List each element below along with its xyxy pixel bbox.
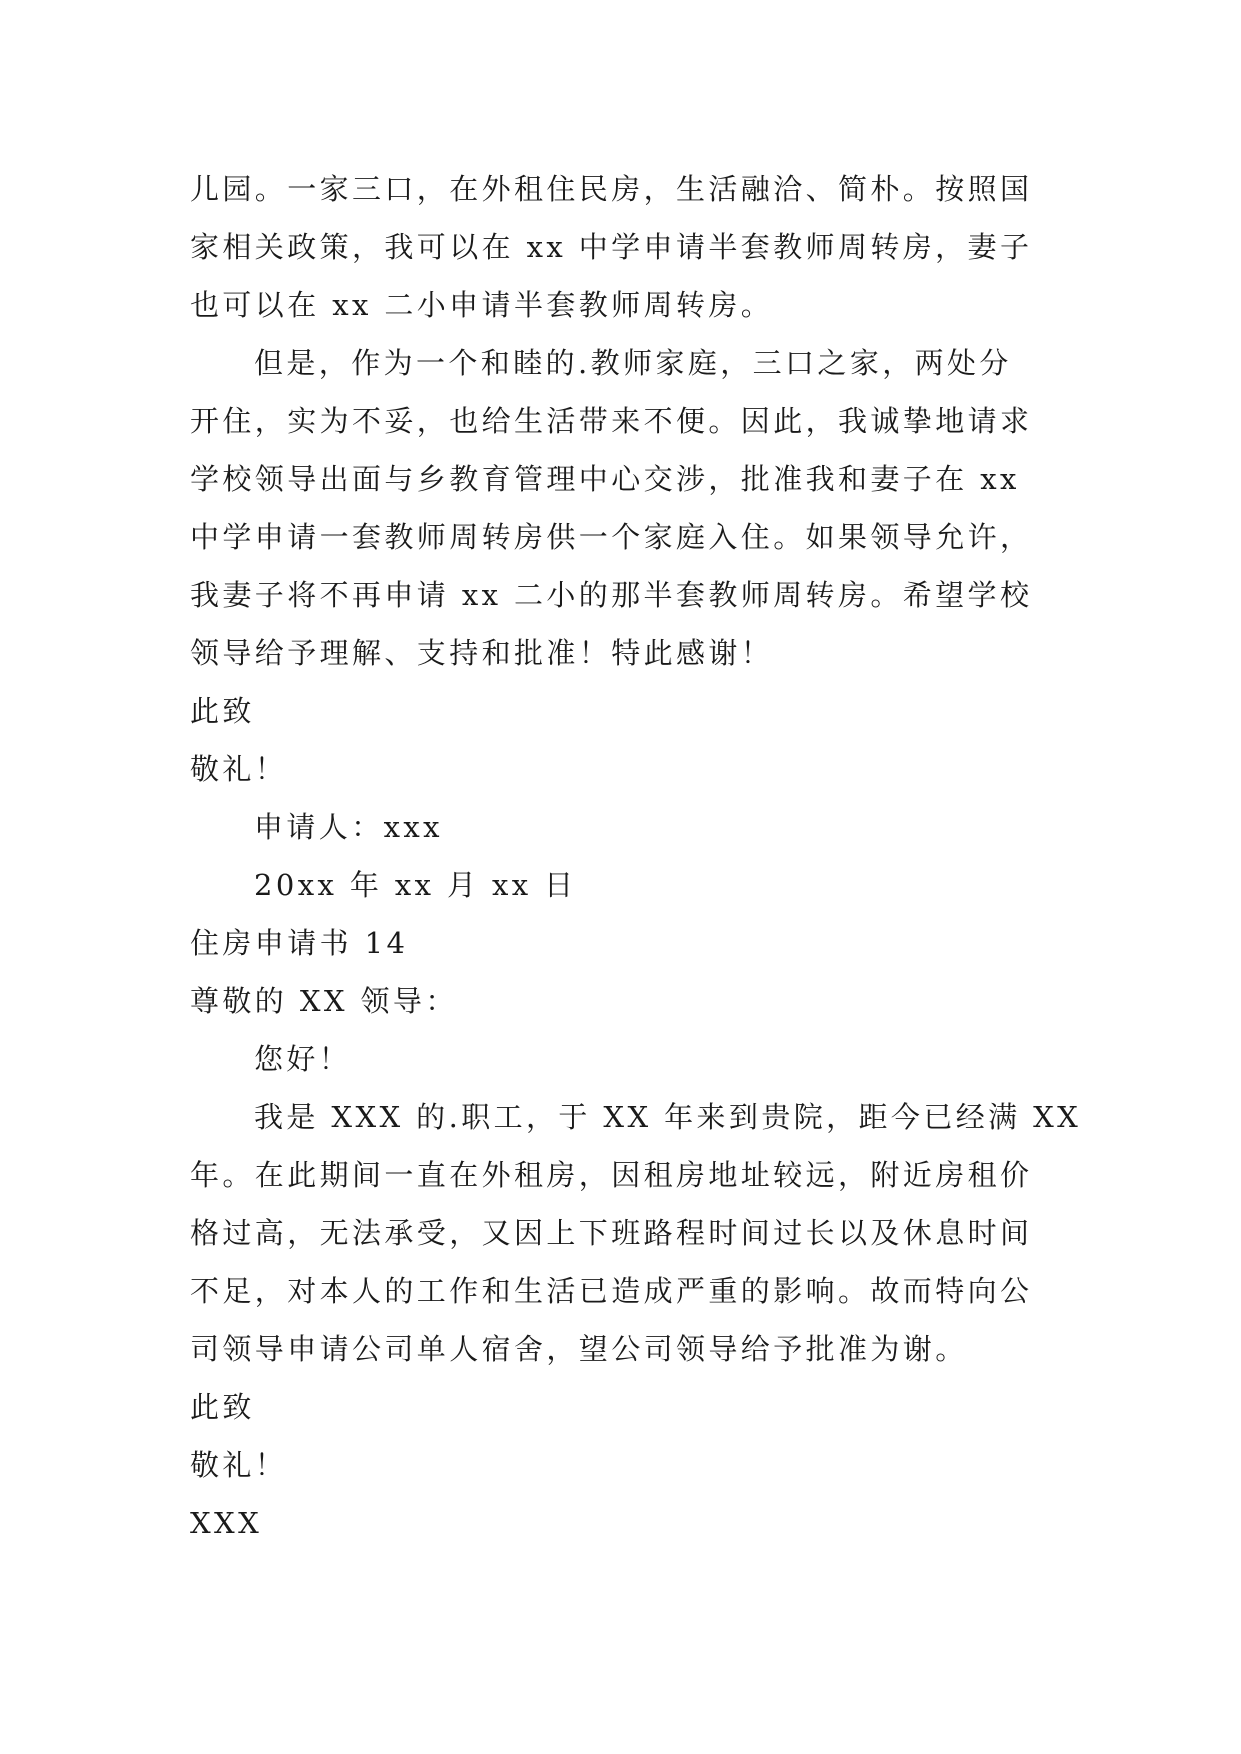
text-line: 尊敬的 XX 领导： bbox=[190, 984, 458, 1018]
text-line: 但是，作为一个和睦的.教师家庭，三口之家，两处分 bbox=[254, 346, 1012, 380]
text-line: 敬礼！ bbox=[190, 752, 288, 786]
text-line: 格过高，无法承受，又因上下班路程时间过长以及休息时间 bbox=[190, 1216, 1033, 1250]
text-line: 敬礼！ bbox=[190, 1448, 288, 1482]
document-body bbox=[190, 160, 1082, 1552]
text-line: 20xx 年 xx 月 xx 日 bbox=[254, 868, 577, 902]
text-line: 领导给予理解、支持和批准！特此感谢！ bbox=[190, 636, 774, 670]
text-line: 也可以在 xx 二小申请半套教师周转房。 bbox=[190, 288, 774, 322]
text-line: 此致 bbox=[190, 694, 255, 728]
text-line: 司领导申请公司单人宿舍，望公司领导给予批准为谢。 bbox=[190, 1332, 968, 1366]
text-line: 儿园。一家三口，在外租住民房，生活融洽、简朴。按照国 bbox=[190, 172, 1033, 206]
text-line: XXX bbox=[190, 1506, 263, 1540]
text-line: 此致 bbox=[190, 1390, 255, 1424]
text-line: 我妻子将不再申请 xx 二小的那半套教师周转房。希望学校 bbox=[190, 578, 1033, 612]
text-line: 开住，实为不妥，也给生活带来不便。因此，我诚挚地请求 bbox=[190, 404, 1033, 438]
text-line: 您好！ bbox=[254, 1042, 352, 1076]
text-line: 我是 XXX 的.职工，于 XX 年来到贵院，距今已经满 XX bbox=[254, 1100, 1082, 1134]
text-line: 学校领导出面与乡教育管理中心交涉，批准我和妻子在 xx bbox=[190, 462, 1020, 496]
text-line: 申请人：xxx bbox=[254, 810, 443, 844]
text-line: 不足，对本人的工作和生活已造成严重的影响。故而特向公 bbox=[190, 1274, 1033, 1308]
text-line: 家相关政策，我可以在 xx 中学申请半套教师周转房，妻子 bbox=[190, 230, 1033, 264]
text-line: 中学申请一套教师周转房供一个家庭入住。如果领导允许， bbox=[190, 520, 1033, 554]
text-line: 住房申请书 14 bbox=[190, 926, 409, 960]
text-line: 年。在此期间一直在外租房，因租房地址较远，附近房租价 bbox=[190, 1158, 1033, 1192]
